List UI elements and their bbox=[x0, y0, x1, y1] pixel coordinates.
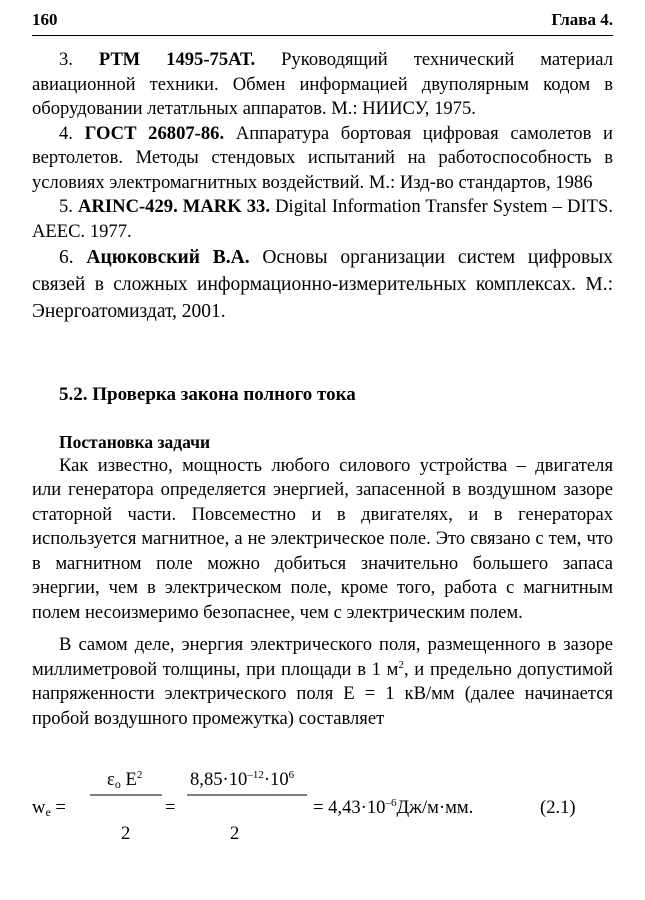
formula-2-1 bbox=[32, 767, 613, 847]
fraction-bar-2 bbox=[187, 793, 307, 797]
page-body bbox=[32, 48, 613, 731]
reference-title: ГОСТ 26807-86. bbox=[84, 122, 225, 144]
reference-title: Ацюковский В.А. bbox=[86, 247, 250, 268]
subsection-title: Постановка задачи bbox=[59, 431, 211, 452]
fraction-bar-1 bbox=[90, 793, 162, 797]
reference-text: Руководящий технический материал авиационной техники. Обмен информацией двуполярным кодом в оборудовании летатльных аппаратов. М.: НИИСУ, 1975. bbox=[32, 49, 613, 119]
body-paragraph: В самом деле, энергия электрического поля, размещенного в зазоре миллиметровой толщины, при площади в 1 $м^2$, и предельно допустимой напряженности электрического поля Е = 1 кВ/мм (далее начинается пробой воздушного промежутка) составляет bbox=[32, 634, 613, 729]
formula-denominator-1: 2 bbox=[121, 823, 131, 844]
reference-number: 3. bbox=[59, 49, 73, 70]
reference-title: ARINC-429. MARK 33. bbox=[78, 196, 271, 217]
reference-text: Основы организации систем цифровых связей в сложных информационно-измерительных комплексах. М.: Энергоатомиздат, 2001. bbox=[32, 247, 613, 322]
reference-item bbox=[32, 195, 613, 244]
reference-item bbox=[32, 122, 613, 196]
reference-title: РТМ 1495-75АТ. bbox=[98, 49, 256, 70]
reference-item bbox=[32, 244, 613, 325]
body-paragraph: Как известно, мощность любого силового устройства – двигателя или генератора определяется энергией, запасенной в воздушном зазоре статорной части. Повсеместно и в двигателях, и в генераторах используется магнитное, а не электрическое поле. Это связано с тем, что в магнитном поле можно добиться значительно большего запаса энергии, чем в электрическом поле, кроме того, работа с магнитным полем несоизмеримо безопаснее, чем с электрическим полем. bbox=[32, 454, 613, 623]
running-head bbox=[32, 10, 613, 30]
reference-text: Аппаратура бортовая цифровая самолетов и вертолетов. Методы стендовых испытаний на работоспособность в условиях электромагнитных воздействий. М.: Изд-во стандартов, 1986 bbox=[32, 122, 613, 193]
reference-number: 4. bbox=[59, 122, 73, 144]
section-title: 5.2. Проверка закона полного тока bbox=[59, 384, 356, 405]
chapter-title: Глава 4. bbox=[551, 10, 613, 29]
formula-result: = $4,43\cdot 10^{-6}Дж/м\cdot мм$. bbox=[313, 797, 474, 818]
formula-numerator-1: $\varepsilon_o$ $E^2$ bbox=[107, 769, 143, 791]
formula-number: (2.1) bbox=[540, 797, 576, 818]
formula-lhs: $w_e$ = bbox=[32, 797, 66, 819]
formula-denominator-2: 2 bbox=[230, 823, 240, 844]
formula-equals: = bbox=[165, 797, 176, 818]
reference-text: Digital Information Transfer System – DITS. AEEC. 1977. bbox=[32, 196, 613, 242]
reference-item bbox=[32, 48, 613, 122]
formula-numerator-2: $8,85\cdot 10^{-12}\cdot 10^6$ bbox=[190, 769, 295, 790]
reference-number: 5. bbox=[59, 196, 73, 217]
reference-number: 6. bbox=[59, 247, 74, 268]
header-rule bbox=[32, 35, 613, 36]
page-number: 160 bbox=[32, 10, 58, 29]
